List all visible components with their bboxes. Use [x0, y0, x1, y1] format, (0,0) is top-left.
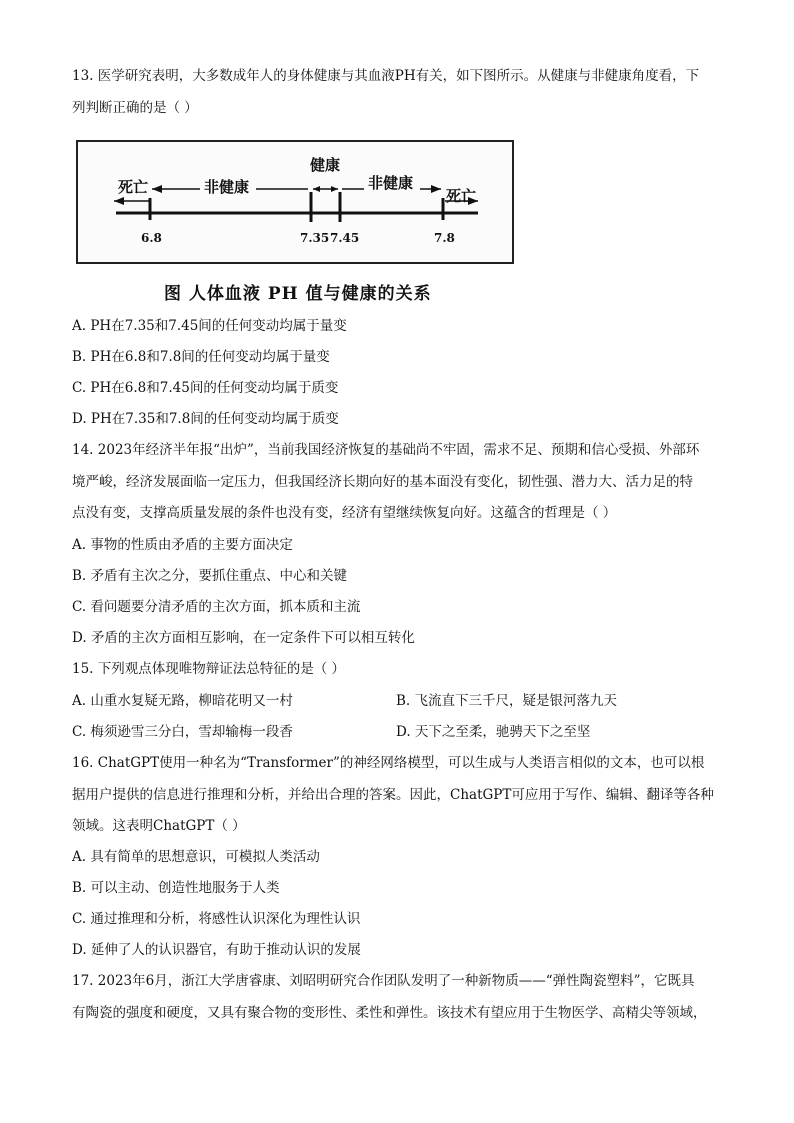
- q15-option-c: C. 梅须逊雪三分白，雪却输梅一段香: [72, 724, 293, 740]
- q17-stem-line1: 17. 2023年6月，浙江大学唐睿康、刘昭明研究合作团队发明了一种新物质——“弹性陶瓷塑料”，它既具: [72, 973, 695, 989]
- death-left-arrowhead: [114, 197, 124, 205]
- ph-scale-svg: [78, 142, 512, 262]
- q14-stem-line1: 14. 2023年经济半年报“出炉”，当前我国经济恢复的基础尚不牢固，需求不足、预期和信心受损、外部环: [72, 442, 700, 458]
- death-right-label: 死亡: [446, 187, 477, 205]
- q13-option-c: C. PH在6.8和7.45间的任何变动均属于质变: [72, 380, 339, 396]
- healthy-label: 健康: [310, 156, 341, 174]
- q15-option-b: B. 飞流直下三千尺，疑是银河落九天: [396, 693, 618, 709]
- q15-option-a: A. 山重水复疑无路，柳暗花明又一村: [72, 693, 293, 709]
- unhealthy-right-label: 非健康: [368, 174, 414, 192]
- q14-option-b: B. 矛盾有主次之分，要抓住重点、中心和关键: [72, 568, 348, 584]
- tick-label-6-8: 6.8: [141, 231, 162, 245]
- q13-option-d: D. PH在7.35和7.8间的任何变动均属于质变: [72, 411, 339, 427]
- q14-stem-line2: 境严峻，经济发展面临一定压力，但我国经济长期向好的基本面没有变化，韧性强、潜力大、活力足的特: [72, 474, 693, 490]
- q14-stem-line3: 点没有变，支撑高质量发展的条件也没有变，经济有望继续恢复向好。这蕴含的哲理是（ ）: [72, 505, 617, 521]
- death-left-label: 死亡: [118, 178, 149, 196]
- q14-option-a: A. 事物的性质由矛盾的主要方面决定: [72, 537, 293, 553]
- q15-option-d: D. 天下之至柔，驰骋天下之至坚: [396, 724, 591, 740]
- q13-option-a: A. PH在7.35和7.45间的任何变动均属于量变: [72, 318, 347, 334]
- q13-stem-line1: 13. 医学研究表明，大多数成年人的身体健康与其血液PH有关，如下图所示。从健康与非健康角度看，下: [72, 68, 700, 84]
- q16-stem-line3: 领域。这表明ChatGPT（ ）: [72, 818, 246, 834]
- q15-stem-line1: 15. 下列观点体现唯物辩证法总特征的是（ ）: [72, 661, 346, 677]
- ph-health-diagram: [76, 140, 514, 264]
- q16-option-d: D. 延伸了人的认识器官，有助于推动认识的发展: [72, 942, 361, 958]
- tick-label-7-35: 7.35: [300, 231, 330, 245]
- figure-caption: 图 人体血液 PH 值与健康的关系: [164, 284, 432, 304]
- q16-option-c: C. 通过推理和分析，将感性认识深化为理性认识: [72, 911, 361, 927]
- tick-label-7-8: 7.8: [434, 231, 455, 245]
- q14-option-d: D. 矛盾的主次方面相互影响，在一定条件下可以相互转化: [72, 630, 415, 646]
- q14-option-c: C. 看问题要分清矛盾的主次方面，抓本质和主流: [72, 599, 361, 615]
- q13-stem-line2: 列判断正确的是（ ）: [72, 100, 198, 116]
- q16-option-a: A. 具有简单的思想意识，可模拟人类活动: [72, 849, 320, 865]
- q16-stem-line2: 据用户提供的信息进行推理和分析，并给出合理的答案。因此，ChatGPT可应用于写作、编辑、翻译等各种: [72, 787, 714, 803]
- q16-option-b: B. 可以主动、创造性地服务于人类: [72, 880, 280, 896]
- q13-option-b: B. PH在6.8和7.8间的任何变动均属于量变: [72, 349, 330, 365]
- tick-label-7-45: 7.45: [330, 231, 360, 245]
- q17-stem-line2: 有陶瓷的强度和硬度，又具有聚合物的变形性、柔性和弹性。该技术有望应用于生物医学、高精尖等领域，: [72, 1005, 707, 1021]
- q16-stem-line1: 16. ChatGPT使用一种名为“Transformer”的神经网络模型，可以生成与人类语言相似的文本，也可以根: [72, 755, 705, 771]
- unhealthy-left-label: 非健康: [204, 178, 250, 196]
